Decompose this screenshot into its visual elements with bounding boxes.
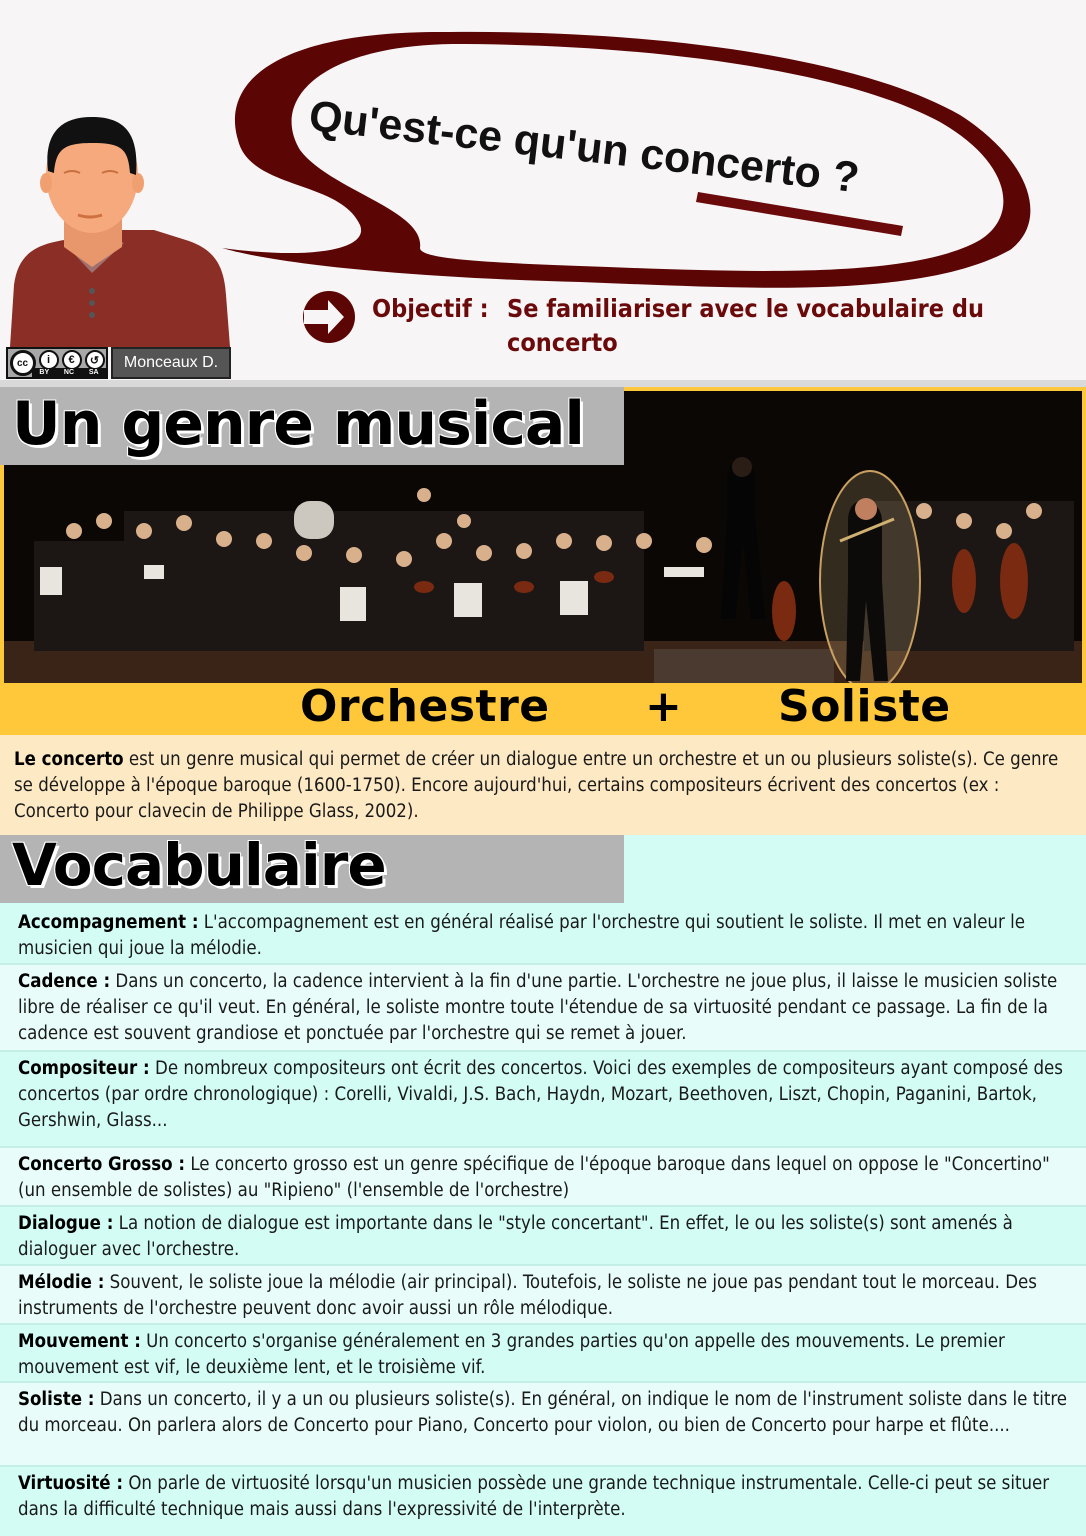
- vocab-term: Concerto Grosso :: [18, 1154, 186, 1175]
- vocab-term: Compositeur :: [18, 1058, 150, 1079]
- license-by: BY: [39, 369, 50, 376]
- vocab-term: Mélodie :: [18, 1272, 105, 1293]
- vocab-definition: L'accompagnement est en général réalisé par l'orchestre qui soutient le soliste. Il met en valeur le musicien qui joue la mélodie.: [18, 912, 1025, 959]
- title-emphasis: concerto: [637, 129, 824, 198]
- section-heading-genre: [0, 387, 624, 465]
- header: [0, 0, 1086, 380]
- license-nc: NC: [63, 369, 75, 376]
- author-name: Monceaux D.: [111, 347, 231, 379]
- intro-paragraph: [0, 735, 1086, 835]
- license-parts: [32, 368, 106, 377]
- label-plus: +: [645, 681, 683, 732]
- cc-license-badge: [6, 347, 108, 379]
- vocab-definition: Un concerto s'organise généralement en 3 grandes parties qu'on appelle des mouvements. Le premier mouvement est vif, le deuxième lent, et le troisième vif.: [18, 1331, 1005, 1378]
- vocab-item: [0, 1052, 1086, 1148]
- vocab-item: [0, 1383, 1086, 1467]
- vocab-item: [0, 1266, 1086, 1325]
- label-soliste: Soliste: [778, 681, 951, 732]
- vocab-term: Soliste :: [18, 1389, 95, 1410]
- sharealike-icon: ↺: [85, 350, 105, 370]
- vocab-definition: Le concerto grosso est un genre spécifique de l'époque baroque dans lequel on oppose le "Concertino" (un ensemble de solistes) au "Ripieno" (l'ensemble de l'orchestre): [18, 1154, 1050, 1201]
- vocab-term: Cadence :: [18, 971, 111, 992]
- vocab-definition: La notion de dialogue est importante dans le "style concertant". En effet, le ou les soliste(s) sont amenés à dialoguer avec l'orchestre.: [18, 1213, 1013, 1260]
- avatar: [4, 115, 232, 347]
- vocab-item: [0, 1325, 1086, 1383]
- cc-icon: cc: [10, 350, 36, 376]
- vocab-item: [0, 965, 1086, 1052]
- title-prefix: Qu'est-ce qu'un: [306, 92, 644, 178]
- vocab-definition: Dans un concerto, la cadence intervient à la fin d'une partie. L'orchestre ne joue plus, il laisse le musicien soliste libre de réaliser ce qu'il veut. En général, le soliste montre toute l'étendue de sa virtuosité pendant ce passage. La fin de la cadence est souvent grandiose et ponctuée par l'orchestre qui se remet à jouer.: [18, 971, 1058, 1044]
- vocab-term: Dialogue :: [18, 1213, 114, 1234]
- vocab-item: [0, 1148, 1086, 1207]
- vocab-term: Accompagnement :: [18, 912, 199, 933]
- intro-text: est un genre musical qui permet de créer un dialogue entre un orchestre et un ou plusieurs soliste(s). Ce genre se développe à l'époque baroque (1600-1750). Encore aujourd'hui, certains compositeurs écrivent des concertos (ex : Concerto pour clavecin de Philippe Glass, 2002).: [14, 749, 1059, 822]
- vocab-definition: Dans un concerto, il y a un ou plusieurs soliste(s). En général, on indique le nom de l'instrument soliste dans le titre du morceau. On parlera alors de Concerto pour Piano, Concerto pour violon, ou bien de Concerto pour harpe et flûte....: [18, 1389, 1068, 1436]
- title-suffix: ?: [818, 150, 862, 203]
- divider: [0, 380, 1086, 387]
- noncommercial-icon: €: [62, 350, 82, 370]
- intro-bold: Le concerto: [14, 749, 124, 770]
- label-orchestre: Orchestre: [300, 681, 550, 732]
- vocab-definition: On parle de virtuosité lorsqu'un musicien possède une grande technique instrumentale. Celle-ci peut se situer dans la difficulté technique mais aussi dans l'expressivité de l'interprète.: [18, 1473, 1050, 1520]
- vocab-term: Virtuosité :: [18, 1473, 124, 1494]
- vocab-item: [0, 1467, 1086, 1533]
- license-sa: SA: [88, 369, 99, 376]
- section-title: Vocabulaire: [12, 831, 386, 899]
- vocab-definition: De nombreux compositeurs ont écrit des concertos. Voici des exemples de compositeurs ayant composé des concertos (par ordre chronologique) : Corelli, Vivaldi, J.S. Bach, Haydn, Mozart, Beethoven, Liszt, Chopin, Paganini, Bartok, Gershwin, Glass...: [18, 1058, 1063, 1131]
- arrow-right-circle-icon: [302, 290, 356, 344]
- orchestre-soliste-bar: [0, 683, 1086, 735]
- objective: [302, 292, 987, 360]
- objective-label: Objectif :: [372, 294, 489, 323]
- attribution-icon: i: [39, 350, 59, 370]
- vocab-item: [0, 1207, 1086, 1266]
- section-title: Un genre musical: [12, 389, 584, 459]
- vocab-item: [0, 906, 1086, 965]
- objective-text: Se familiariser avec le vocabulaire du concerto: [507, 294, 984, 357]
- section-heading-vocabulaire: [0, 831, 624, 903]
- vocabulary-list: [0, 906, 1086, 1533]
- vocab-term: Mouvement :: [18, 1331, 141, 1352]
- vocab-definition: Souvent, le soliste joue la mélodie (air principal). Toutefois, le soliste ne joue pas pendant tout le morceau. Des instruments de l'orchestre peuvent donc avoir aussi un rôle mélodique.: [18, 1272, 1037, 1319]
